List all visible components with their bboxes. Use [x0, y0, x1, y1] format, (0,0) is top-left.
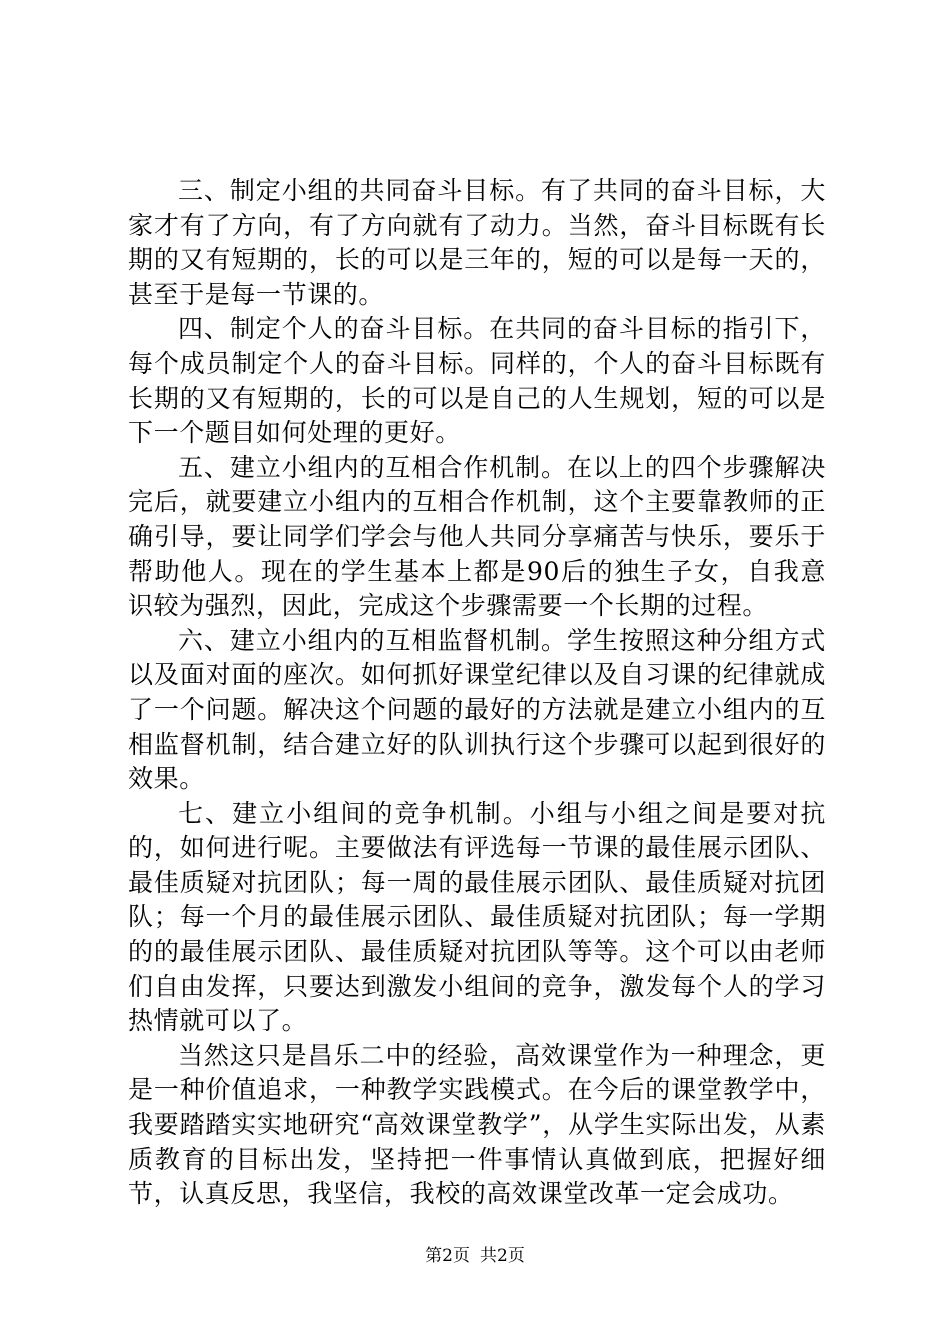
- paragraph-3: 三、制定小组的共同奋斗目标。有了共同的奋斗目标，大家才有了方向，有了方向就有了动力。当然，奋斗目标既有长期的又有短期的，长的可以是三年的，短的可以是每一天的，甚至于是每一节课的。: [128, 176, 826, 309]
- paragraph-6: 六、建立小组内的互相监督机制。学生按照这种分组方式以及面对面的座次。如何抓好课堂纪律以及自习课的纪律就成了一个问题。解决这个问题的最好的方法就是建立小组内的互相监督机制，结合建立好的队训执行这个步骤可以起到很好的效果。: [128, 625, 826, 794]
- paragraph-7: 七、建立小组间的竞争机制。小组与小组之间是要对抗的，如何进行呢。主要做法有评选每一节课的最佳展示团队、最佳质疑对抗团队；每一周的最佳展示团队、最佳质疑对抗团队；每一个月的最佳展示团队、最佳质疑对抗团队；每一学期的的最佳展示团队、最佳质疑对抗团队等等。这个可以由老师们自由发挥，只要达到激发小组间的竞争，激发每个人的学习热情就可以了。: [128, 798, 826, 1036]
- paragraph-conclusion: 当然这只是昌乐二中的经验，高效课堂作为一种理念，更是一种价值追求，一种教学实践模式。在今后的课堂教学中，我要踏踏实实地研究“高效课堂教学”，从学生实际出发，从素质教育的目标出发，坚持把一件事情认真做到底，把握好细节，认真反思，我坚信，我校的高效课堂改革一定会成功。: [128, 1040, 826, 1209]
- page-number-current: 第2页: [425, 1246, 470, 1266]
- page-number-total: 共2页: [480, 1246, 525, 1266]
- paragraph-4: 四、制定个人的奋斗目标。在共同的奋斗目标的指引下，每个成员制定个人的奋斗目标。同样的，个人的奋斗目标既有长期的又有短期的，长的可以是自己的人生规划，短的可以是下一个题目如何处理的更好。: [128, 314, 826, 448]
- paragraph-5: 五、建立小组内的互相合作机制。在以上的四个步骤解决完后，就要建立小组内的互相合作机制，这个主要靠教师的正确引导，要让同学们学会与他人共同分享痛苦与快乐，要乐于帮助他人。现在的学生基本上都是90后的独生子女，自我意识较为强烈，因此，完成这个步骤需要一个长期的过程。: [128, 452, 826, 621]
- page-footer: [0, 1245, 950, 1267]
- document-body: [128, 174, 826, 1212]
